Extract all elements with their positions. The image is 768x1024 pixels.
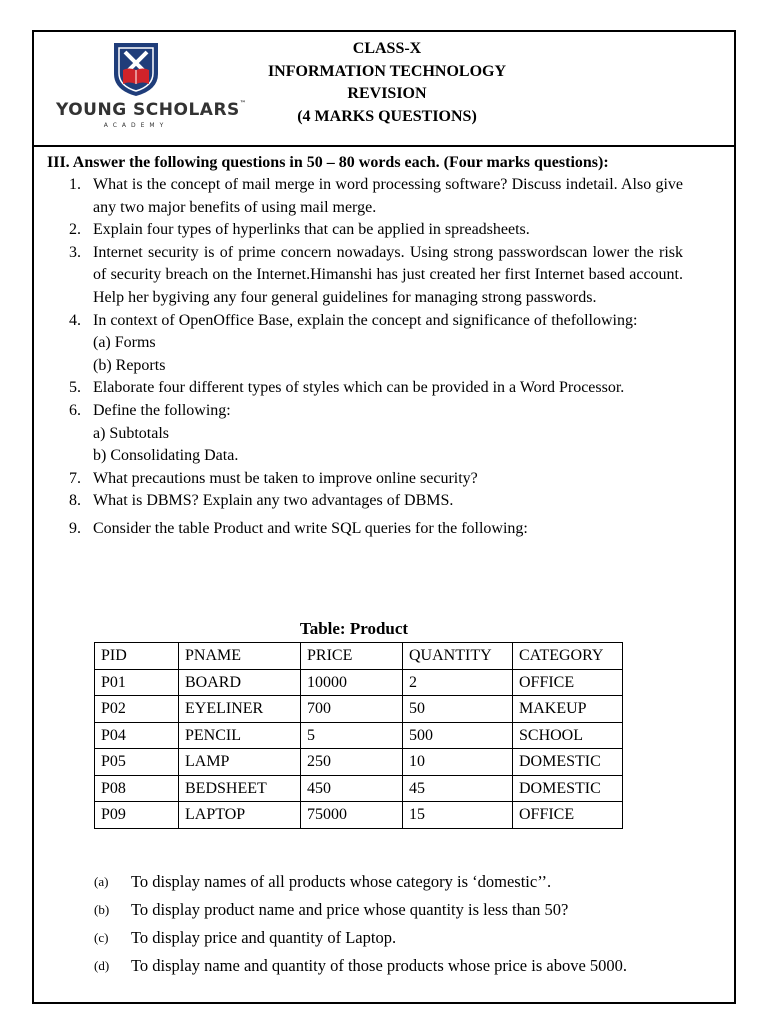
table-cell: 75000	[301, 802, 403, 829]
shield-logo-icon	[111, 40, 161, 98]
question-text: Explain four types of hyperlinks that can be applied in spreadsheets.	[93, 221, 530, 239]
question-item	[34, 518, 683, 541]
question-list	[34, 174, 734, 541]
sub-question-text: To display price and quantity of Laptop.	[131, 928, 397, 947]
table-cell: 700	[301, 696, 403, 723]
table-cell: MAKEUP	[513, 696, 623, 723]
title-line: INFORMATION TECHNOLOGY	[267, 62, 507, 80]
table-cell: 5	[301, 722, 403, 749]
question-item	[34, 490, 683, 513]
question-item	[34, 377, 683, 400]
sub-question-text: To display names of all products whose category is ‘domestic’’.	[131, 872, 552, 891]
table-row	[95, 696, 623, 723]
table-header-cell: PRICE	[301, 643, 403, 670]
sub-question-text: To display name and quantity of those products whose price is above 5000.	[131, 956, 628, 975]
table-row	[95, 669, 623, 696]
school-logo	[56, 40, 247, 129]
table-cell: 450	[301, 775, 403, 802]
table-row	[95, 802, 623, 829]
question-item	[34, 219, 683, 242]
table-cell: P04	[95, 722, 179, 749]
question-subpart: (a) Forms	[93, 334, 156, 352]
question-item	[34, 400, 683, 468]
table-cell: 250	[301, 749, 403, 776]
table-cell: DOMESTIC	[513, 775, 623, 802]
page-border	[32, 30, 736, 1004]
sub-question-label: (d)	[94, 958, 110, 973]
question-number: 4.	[69, 311, 81, 329]
question-text: In context of OpenOffice Base, explain the concept and significance of thefollowing:	[93, 311, 638, 329]
table-header-cell: QUANTITY	[403, 643, 513, 670]
table-row	[95, 722, 623, 749]
table-cell: 50	[403, 696, 513, 723]
question-subpart: a) Subtotals	[93, 424, 169, 442]
question-item	[34, 242, 683, 310]
question-number: 6.	[69, 401, 81, 419]
question-text: Consider the table Product and write SQL queries for the following:	[93, 519, 528, 537]
logo-wordmark: YOUNG SCHOLARS™	[56, 100, 247, 120]
title-line: REVISION	[347, 85, 427, 102]
table-cell: P01	[95, 669, 179, 696]
question-item	[34, 310, 683, 378]
document-title	[234, 38, 540, 128]
question-number: 9.	[69, 519, 81, 537]
question-item	[34, 174, 683, 219]
table-cell: LAMP	[179, 749, 301, 776]
question-number: 3.	[69, 243, 81, 261]
question-subpart: (b) Reports	[93, 356, 166, 374]
table-row	[95, 749, 623, 776]
sub-question-label: (b)	[94, 902, 110, 917]
table-header-row	[95, 643, 623, 670]
question-text: Define the following:	[93, 401, 231, 419]
table-cell: 10	[403, 749, 513, 776]
table-cell: 15	[403, 802, 513, 829]
table-header-cell: PNAME	[179, 643, 301, 670]
question-subpart: b) Consolidating Data.	[93, 447, 239, 465]
question-text: What is the concept of mail merge in word processing software? Discuss indetail. Also give any two major benefits of using mail merge.	[93, 176, 683, 216]
table-cell: BEDSHEET	[179, 775, 301, 802]
sub-question-text: To display product name and price whose quantity is less than 50?	[131, 900, 569, 919]
sub-question-label: (c)	[94, 930, 109, 945]
table-cell: P02	[95, 696, 179, 723]
question-number: 5.	[69, 379, 81, 397]
table-cell: P09	[95, 802, 179, 829]
table-cell: SCHOOL	[513, 722, 623, 749]
table-cell: 500	[403, 722, 513, 749]
question-number: 2.	[69, 221, 81, 239]
table-cell: DOMESTIC	[513, 749, 623, 776]
table-row	[95, 775, 623, 802]
table-cell: 2	[403, 669, 513, 696]
table-cell: PENCIL	[179, 722, 301, 749]
question-text: Internet security is of prime concern nowadays. Using strong passwordscan lower the risk of security breach on the Internet.Himanshi has just created her first Internet based account. Help her bygiving any four general guidelines for managing strong passwords.	[93, 243, 683, 306]
question-number: 8.	[69, 492, 81, 510]
title-line: CLASS-X	[352, 40, 422, 57]
table-cell: BOARD	[179, 669, 301, 696]
header	[34, 32, 734, 147]
question-text: Elaborate four different types of styles which can be provided in a Word Processor.	[93, 379, 625, 397]
table-cell: 10000	[301, 669, 403, 696]
section-heading: III. Answer the following questions in 50 – 80 words each. (Four marks questions):	[47, 154, 609, 171]
question-number: 1.	[69, 176, 81, 193]
table-cell: OFFICE	[513, 802, 623, 829]
table-cell: EYELINER	[179, 696, 301, 723]
question-item	[34, 468, 683, 491]
question-text: What is DBMS? Explain any two advantages of DBMS.	[93, 492, 454, 510]
product-table	[94, 642, 623, 829]
question-text: What precautions must be taken to improve online security?	[93, 469, 478, 487]
logo-subtitle: ACADEMY	[103, 122, 169, 129]
table-cell: OFFICE	[513, 669, 623, 696]
table-header-cell: PID	[95, 643, 179, 670]
sub-question-label: (a)	[94, 874, 109, 889]
title-line: (4 MARKS QUESTIONS)	[297, 107, 477, 125]
table-title: Table: Product	[299, 619, 409, 638]
table-cell: LAPTOP	[179, 802, 301, 829]
table-cell: P08	[95, 775, 179, 802]
question-number: 7.	[69, 469, 81, 487]
table-cell: P05	[95, 749, 179, 776]
table-cell: 45	[403, 775, 513, 802]
table-header-cell: CATEGORY	[513, 643, 623, 670]
